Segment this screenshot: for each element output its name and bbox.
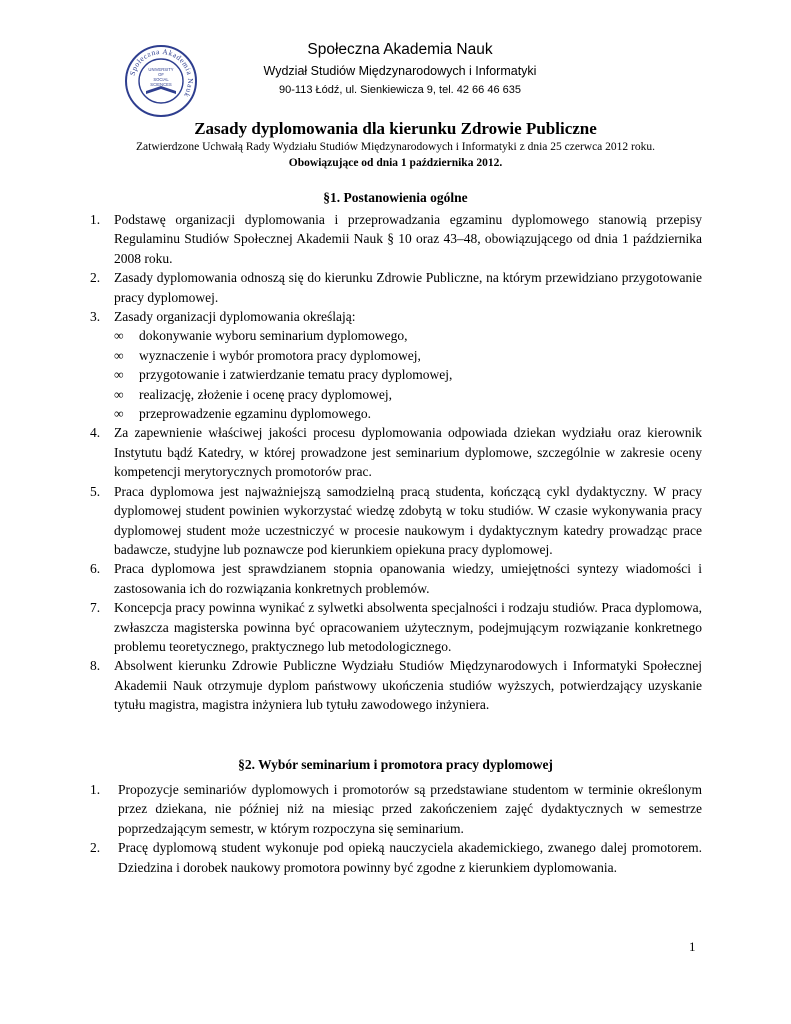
seal-center-line-4: SCIENCES <box>150 82 172 87</box>
item-number: 4. <box>90 425 101 441</box>
seal-ring-text: Społeczna Akademia Nauk <box>127 46 196 100</box>
item-text: Podstawę organizacji dyplomowania i przeprowadzania egzaminu dyplomowego stanowią przepisy Regulaminu Studiów Społecznej Akademii Nauk § 10 oraz 43–48, obowiązującego od dnia 1 października 2008 roku. <box>114 212 702 266</box>
list-item <box>90 559 702 598</box>
bullet-text: przygotowanie i zatwierdzanie tematu pracy dyplomowej, <box>139 367 453 383</box>
item-text: Propozycje seminariów dyplomowych i promotorów są przedstawiane studentom w terminie określonym przez dziekana, nie później niż na miesiąc przed zakończeniem zajęć dydaktycznych w semestrze poprzedzającym semestr, w którym rozpoczyna się seminarium. <box>118 782 702 836</box>
list-item <box>90 482 702 560</box>
item-text: Za zapewnienie właściwej jakości procesu dyplomowania odpowiada dziekan wydziału oraz kierownik Instytutu bądź Katedry, w której prowadzone jest seminarium dyplomowe, szczególnie w zakresie oceny kompetencji merytorycznych promotorów prac. <box>114 425 702 480</box>
infinity-bullet-icon: ∞ <box>114 367 124 383</box>
infinity-bullet-icon: ∞ <box>114 328 124 344</box>
item-number: 6. <box>90 561 101 577</box>
institution-name: Społeczna Akademia Nauk <box>307 41 493 58</box>
bullet-list <box>114 326 702 423</box>
seal-center-line-1: UNIVERSITY <box>148 67 174 72</box>
bullet-item <box>114 365 702 384</box>
faculty-name: Wydział Studiów Międzynarodowych i Informatyki <box>263 64 537 78</box>
seal-center-line-2: OF <box>158 72 164 77</box>
item-text: Pracę dyplomową student wykonuje pod opieką nauczyciela akademickiego, zwanego dalej promotorem. Dziedzina i dorobek naukowy promotora powinny być zgodne z kierunkiem dyplomowania. <box>118 840 702 875</box>
bullet-text: dokonywanie wyboru seminarium dyplomowego, <box>139 328 408 344</box>
item-text: Praca dyplomowa jest sprawdzianem stopnia opanowania wiedzy, umiejętności syntezy wiadomości i zastosowania ich do rozwiązania konkretnych problemów. <box>114 561 702 596</box>
list-item <box>90 838 702 877</box>
infinity-bullet-icon: ∞ <box>114 347 124 363</box>
infinity-bullet-icon: ∞ <box>114 386 124 402</box>
section-1-list <box>90 210 702 715</box>
list-item <box>90 268 702 307</box>
list-item <box>90 656 702 714</box>
section-1-heading: §1. Postanowienia ogólne <box>323 190 468 205</box>
item-number: 1. <box>90 212 101 227</box>
item-text: Zasady organizacji dyplomowania określają: <box>114 309 356 325</box>
bullet-item <box>114 404 702 423</box>
infinity-bullet-icon: ∞ <box>114 406 124 422</box>
bullet-item <box>114 385 702 404</box>
item-text: Absolwent kierunku Zdrowie Publiczne Wydziału Studiów Międzynarodowych i Informatyki Społecznej Akademii Nauk otrzymuje dyplom państwowy ukończenia studiów wyższych, potwierdzający uzyskanie tytułu magistra, magistra inżyniera lub tytułu zawodowego inżyniera. <box>114 658 702 713</box>
section-2-list <box>90 780 702 877</box>
item-number: 3. <box>90 309 101 325</box>
list-item <box>90 598 702 656</box>
item-number: 2. <box>90 270 101 286</box>
item-text: Praca dyplomowa jest najważniejszą samodzielną pracą studenta, kończącą cykl dydaktyczny. W pracy dyplomowej student powinien wykorzystać wiedzę zdobytą w toku studiów. W czasie wykonywania pracy dyplomowej student może uczestniczyć w procesie naukowym i dydaktycznym katedry prowadząc prace badawcze, studyjne lub poznawcze pod kierunkiem opiekuna pracy dyplomowej. <box>114 483 702 557</box>
effective-date: Obowiązujące od dnia 1 października 2012. <box>288 157 503 169</box>
seal-center-line-3: SOCIAL <box>153 77 169 82</box>
item-text: Zasady dyplomowania odnoszą się do kierunku Zdrowie Publiczne, na którym przewidziano przygotowanie pracy dyplomowej. <box>114 270 702 305</box>
document-title: Zasady dyplomowania dla kierunku Zdrowie Publiczne <box>194 119 597 138</box>
bullet-item <box>114 346 702 365</box>
list-item <box>90 780 702 838</box>
bullet-text: przeprowadzenie egzaminu dyplomowego. <box>139 406 372 422</box>
item-number: 5. <box>90 483 101 499</box>
list-item <box>90 423 702 481</box>
list-item <box>90 307 702 423</box>
item-text: Koncepcja pracy powinna wynikać z sylwetki absolwenta specjalności i rodzaju studiów. Praca dyplomowa, zwłaszcza magisterska powinna być opracowaniem użytecznym, podejmującym rozwiązanie konkretnego problemu teoretycznego, praktycznego lub metodologicznego. <box>114 600 702 654</box>
bullet-item <box>114 326 702 345</box>
list-item <box>90 210 702 268</box>
section-2-heading: §2. Wybór seminarium i promotora pracy dyplomowej <box>238 757 553 772</box>
university-seal-logo <box>124 44 198 118</box>
bullet-text: wyznaczenie i wybór promotora pracy dyplomowej, <box>139 347 421 363</box>
item-number: 7. <box>90 600 101 616</box>
institution-address: 90-113 Łódź, ul. Sienkiewicza 9, tel. 42 66 46 635 <box>279 84 521 96</box>
bullet-text: realizację, złożenie i ocenę pracy dyplomowej, <box>139 386 392 402</box>
item-number: 2. <box>90 840 101 856</box>
item-number: 1. <box>90 782 101 797</box>
page-number: 1 <box>689 939 696 954</box>
approval-note: Zatwierdzone Uchwałą Rady Wydziału Studiów Międzynarodowych i Informatyki z dnia 25 czerwca 2012 roku. <box>136 141 655 153</box>
item-number: 8. <box>90 658 101 674</box>
